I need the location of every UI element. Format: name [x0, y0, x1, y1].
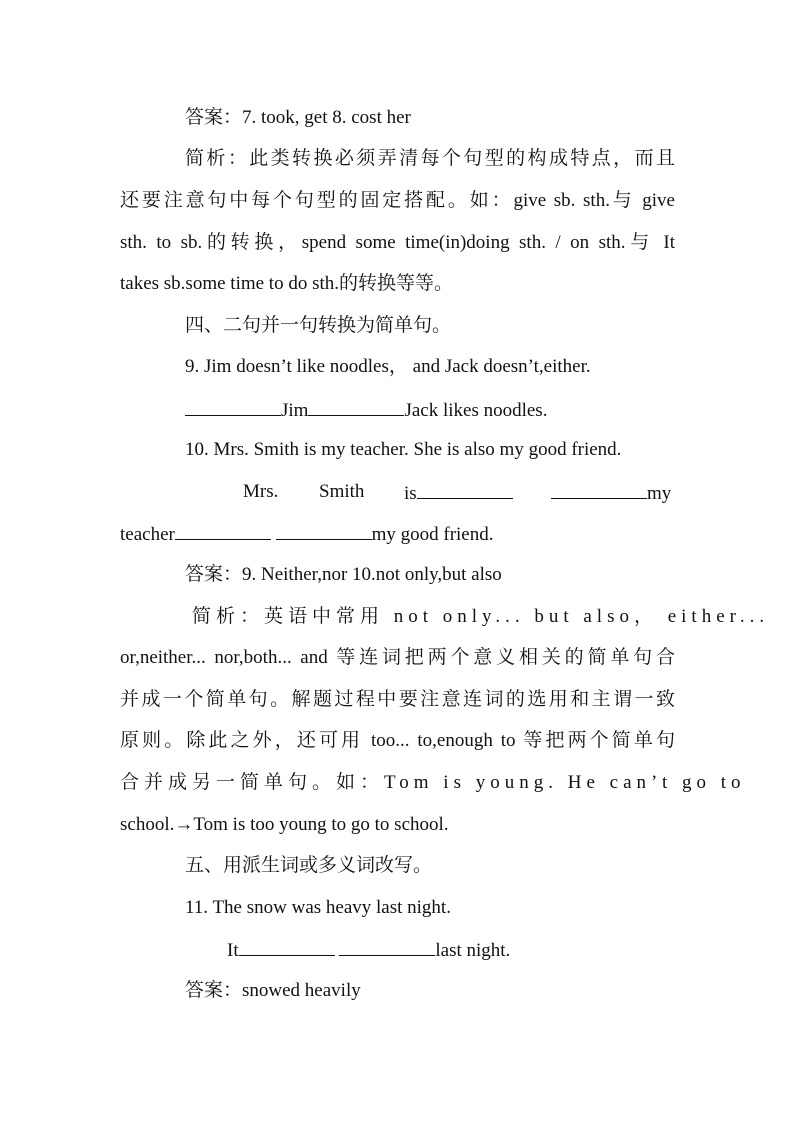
- analysis-1-line-4: takes sb.some time to do sth.的转换等等。: [120, 273, 454, 294]
- question-10-fill-line-1b: [551, 481, 671, 505]
- answer-blank[interactable]: [417, 481, 513, 499]
- analysis-2-text-1: 简析：英语中常用 not only... but also， either...: [192, 606, 770, 627]
- question-10-word-teacher: teacher: [120, 524, 175, 545]
- answer-blank[interactable]: [276, 522, 372, 540]
- question-9-tail: Jack likes noodles.: [404, 400, 548, 421]
- answer-blank[interactable]: [308, 398, 404, 416]
- analysis-2-line-2: or,neither... nor,both... and 等连词把两个意义相关的简单句合: [120, 647, 675, 668]
- question-9: 9. Jim doesn’t like noodles， and Jack doesn’t,either.: [185, 356, 591, 377]
- answer-blank[interactable]: [339, 938, 435, 956]
- answer-blank[interactable]: [175, 522, 271, 540]
- question-11: 11. The snow was heavy last night.: [185, 897, 451, 918]
- question-9-fill-line: [185, 398, 547, 422]
- question-11-fill-line: [227, 938, 510, 962]
- question-9-word-jim: Jim: [281, 400, 309, 421]
- analysis-2-line-4: 原则。除此之外，还可用 too... to,enough to 等把两个简单句: [120, 730, 675, 751]
- answer-9-10: 答案：9. Neither,nor 10.not only,but also: [185, 564, 502, 585]
- answer-blank[interactable]: [239, 938, 335, 956]
- analysis-1-text-1: 简析：此类转换必须弄清每个句型的构成特点，而且: [185, 148, 675, 169]
- question-10-fill-line-1: [404, 481, 513, 505]
- analysis-1-line-1: [185, 148, 675, 170]
- question-11-word-it: It: [227, 940, 239, 961]
- analysis-2-line-6: school.→Tom is too young to go to school.: [120, 814, 449, 835]
- question-10-tail: my good friend.: [371, 524, 494, 545]
- question-10-word-my: my: [647, 483, 672, 504]
- analysis-2-line-5: 合并成另一简单句。如：Tom is young. He can’t go to: [120, 772, 746, 793]
- question-10-word-smith: Smith: [319, 481, 365, 502]
- question-11-tail: last night.: [435, 940, 511, 961]
- section-5-heading: 五、用派生词或多义词改写。: [185, 855, 433, 876]
- analysis-1-line-2: 还要注意句中每个句型的固定搭配。如：give sb. sth.与 give: [120, 190, 675, 211]
- question-10-word-mrs: Mrs.: [243, 481, 279, 502]
- section-4-heading: 四、二句并一句转换为简单句。: [185, 315, 452, 336]
- answer-11: 答案：snowed heavily: [185, 980, 361, 1001]
- question-10: 10. Mrs. Smith is my teacher. She is also my good friend.: [185, 439, 622, 460]
- question-10-word-is: is: [404, 483, 417, 504]
- analysis-2-line-3: 并成一个简单句。解题过程中要注意连词的选用和主谓一致: [120, 689, 675, 710]
- answer-7-8: 答案：7. took, get 8. cost her: [185, 107, 411, 128]
- analysis-2-line-1: [192, 606, 770, 628]
- answer-blank[interactable]: [551, 481, 647, 499]
- analysis-1-line-3: sth. to sb.的转换，spend some time(in)doing sth. / on sth.与 It: [120, 232, 675, 253]
- question-10-fill-line-2: [120, 522, 494, 546]
- answer-blank[interactable]: [185, 398, 281, 416]
